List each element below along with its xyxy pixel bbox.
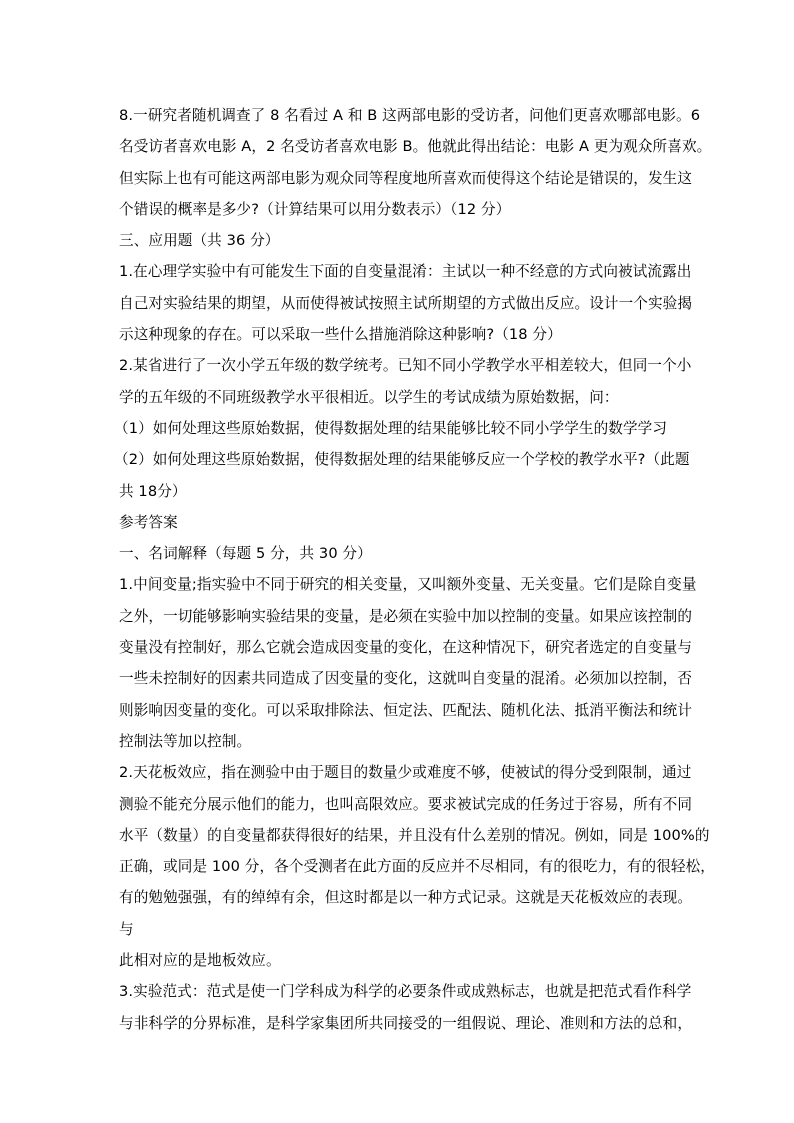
text-line: 与非科学的分界标准，是科学家集团所共同接受的一组假说、理论、准则和方法的总和， — [119, 1014, 693, 1032]
text-line: 测验不能充分展示他们的能力，也叫高限效应。要求被试完成的任务过于容易，所有不同 — [119, 795, 693, 813]
text-line: 示这种现象的存在。可以采取一些什么措施消除这种影响?（18 分） — [119, 326, 562, 344]
text-line: 2.天花板效应，指在测验中由于题目的数量少或难度不够，使被试的得分受到限制，通过 — [119, 764, 692, 782]
sub-question-2: （2）如何处理这些原始数据，使得数据处理的结果能够反应一个学校的教学水平?（此题 — [114, 451, 690, 469]
text-line: 共 18分） — [119, 482, 187, 500]
question-8 — [119, 100, 712, 225]
text-line: 水平（数量）的自变量都获得很好的结果，并且没有什么差别的情况。例如，同是 100%的 — [119, 826, 710, 844]
text-line: 3.实验范式：范式是使一门学科成为科学的必要条件或成熟标志，也就是把范式看作科学 — [119, 983, 692, 1001]
document-page — [114, 100, 715, 1039]
text-line: 则影响因变量的变化。可以采取排除法、恒定法、匹配法、随机化法、抵消平衡法和统计 — [119, 701, 693, 719]
text-line: 变量没有控制好，那么它就会造成因变量的变化，在这种情况下，研究者选定的自变量与 — [119, 639, 693, 657]
sub-question-1: （1）如何处理这些原始数据，使得数据处理的结果能够比较不同小学学生的数学学习 — [114, 419, 668, 437]
answer-3 — [119, 976, 693, 1039]
text-line: 学的五年级的不同班级教学水平很相近。以学生的考试成绩为原始数据，问： — [119, 388, 619, 406]
text-line: 8.一研究者随机调查了 8 名看过 A 和 B 这两部电影的受访者，问他们更喜欢哪部电影。6 — [119, 107, 701, 124]
section-heading: 三、应用题（共 36 分） — [119, 232, 280, 250]
answers-heading: 参考答案 — [119, 513, 178, 531]
text-line: 有的勉勉强强，有的绰绰有余，但这时都是以一种方式记录。这就是天花板效应的表现。 — [119, 889, 693, 907]
answer-1 — [119, 569, 697, 757]
section-3-application — [114, 225, 693, 507]
text-line: 正确，或同是 100 分，各个受测者在此方面的反应并不尽相同，有的很吃力，有的很轻松， — [119, 858, 715, 876]
answer-2 — [119, 757, 715, 976]
text-line: 此相对应的是地板效应。 — [119, 952, 281, 970]
text-line: 1.在心理学实验中有可能发生下面的自变量混淆：主试以一种不经意的方式向被试流露出 — [119, 263, 692, 281]
application-question-1 — [119, 256, 693, 350]
text-line: 自己对实验结果的期望，从而使得被试按照主试所期望的方式做出反应。设计一个实验揭 — [119, 294, 693, 312]
text-line: 个错误的概率是多少?（计算结果可以用分数表示）（12 分） — [119, 200, 511, 218]
text-line: 2.某省进行了一次小学五年级的数学统考。已知不同小学教学水平相差较大，但同一个小 — [119, 357, 692, 375]
text-line: 1.中间变量;指实验中不同于研究的相关变量，又叫额外变量、无关变量。它们是除自变量 — [119, 576, 697, 594]
section-heading: 一、名词解释（每题 5 分，共 30 分） — [119, 545, 372, 563]
text-line: 一些未控制好的因素共同造成了因变量的变化，这就叫自变量的混淆。必须加以控制，否 — [119, 670, 693, 688]
text-line: 之外，一切能够影响实验结果的变量，是必须在实验中加以控制的变量。如果应该控制的 — [119, 607, 693, 625]
application-question-2 — [114, 350, 692, 506]
text-line: 但实际上也有可能这两部电影为观众同等程度地所喜欢而使得这个结论是错误的，发生这 — [119, 169, 693, 187]
text-line: 控制法等加以控制。 — [119, 732, 252, 750]
text-line: 与 — [119, 920, 134, 938]
text-line: 名受访者喜欢电影 A，2 名受访者喜欢电影 B。他就此得出结论：电影 A 更为观众所喜欢。 — [119, 138, 712, 156]
reference-answers — [119, 507, 715, 1039]
